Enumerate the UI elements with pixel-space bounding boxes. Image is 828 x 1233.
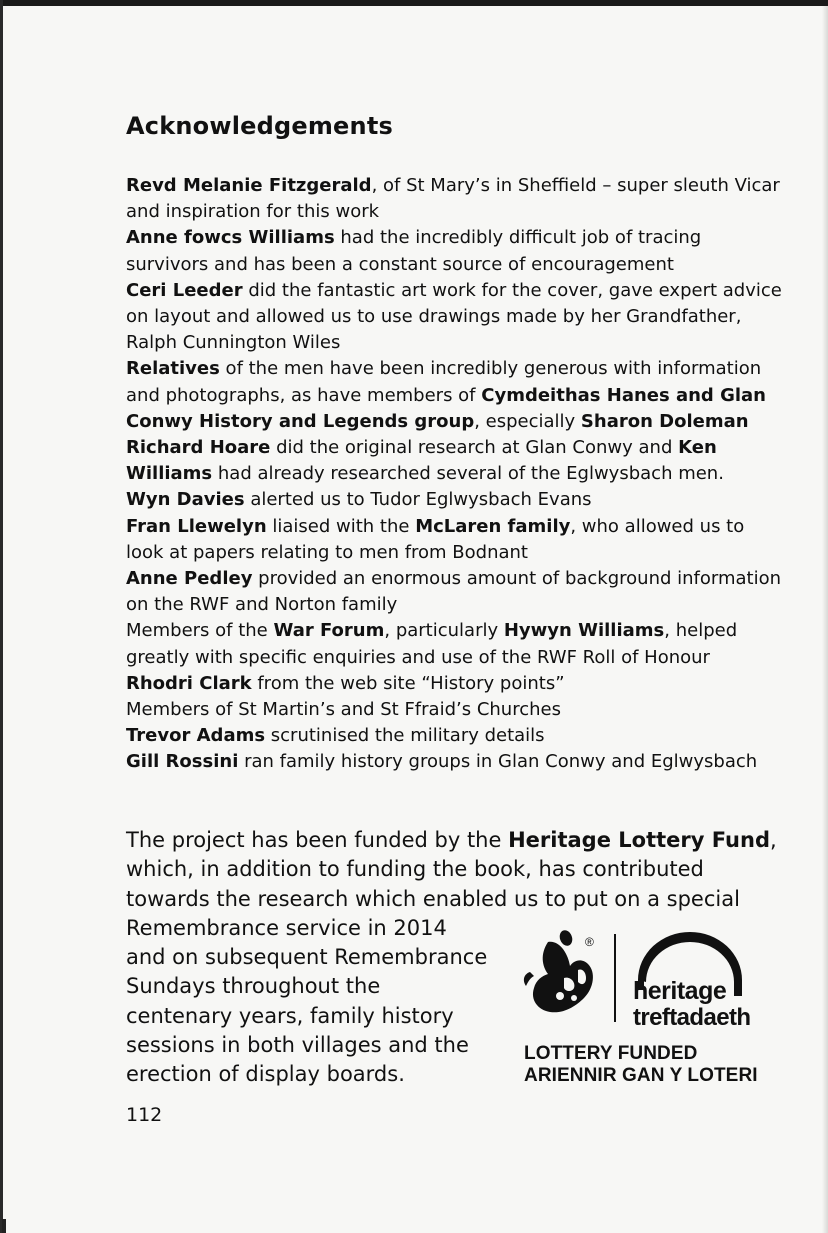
- acknowledgements-list: [126, 173, 786, 776]
- ack-entry: Members of the War Forum, particularly Hywyn Williams, helped greatly with specific enquiries and use of the RWF Roll of Honour: [126, 620, 738, 668]
- page-top-edge: [0, 0, 828, 6]
- funding-line: Sundays throughout the: [126, 974, 381, 999]
- page-number: 112: [126, 1104, 163, 1126]
- registered-mark: ®: [585, 935, 594, 949]
- logo-ariennir: ARIENNIR GAN Y LOTERI: [524, 1065, 758, 1086]
- ack-entry: Ceri Leeder did the fantastic art work for the cover, gave expert advice on layout and allowed us to use drawings made by her Grandfather, Ralph Cunnington Wiles: [126, 279, 782, 354]
- ack-entry: Rhodri Clark from the web site “History points”: [126, 672, 565, 694]
- ack-entry: Relatives of the men have been incredibly generous with information and photographs, as have members of Cymdeithas Hanes and Glan Conwy History and Legends group, especially Sharon Doleman: [126, 358, 766, 432]
- funding-paragraph: The project has been funded by the Heritage Lottery Fund, which, in addition to funding the book, has contributed towards the research which enabled us to put on a special Remembrance service in 2014 and on subsequent Remembrance Sundays throughout the centenary years, family history sessions in both villages and the erection of display boards.: [126, 826, 791, 1090]
- logo-heritage-text: heritage: [633, 977, 727, 1005]
- funding-line: and on subsequent Remembrance: [126, 945, 488, 970]
- funding-line: centenary years, family history: [126, 1003, 454, 1028]
- ack-entry: Fran Llewelyn liaised with the McLaren family, who allowed us to look at papers relating to men from Bodnant: [126, 515, 745, 563]
- ack-entry: Members of St Martin’s and St Ffraid’s Churches: [126, 699, 561, 721]
- page-right-shadow: [822, 6, 828, 1233]
- logo-lottery-funded: LOTTERY FUNDED: [524, 1043, 698, 1064]
- ack-entry: Richard Hoare did the original research at Glan Conwy and Ken Williams had already researched several of the Eglwysbach men.: [126, 437, 724, 485]
- ack-entry: Anne Pedley provided an enormous amount of background information on the RWF and Norton family: [126, 568, 782, 616]
- ack-entry: Trevor Adams scrutinised the military details: [126, 725, 545, 747]
- funding-line: Remembrance service in 2014: [126, 915, 447, 940]
- funding-line: erection of display boards.: [126, 1062, 405, 1087]
- page-bottom-mark: [2, 1219, 6, 1233]
- page-title: Acknowledgements: [126, 112, 393, 140]
- ack-entry: Anne fowcs Williams had the incredibly difficult job of tracing survivors and has been a constant source of encouragement: [126, 227, 702, 275]
- ack-entry: Gill Rossini ran family history groups in Glan Conwy and Eglwysbach: [126, 751, 758, 773]
- funding-line: sessions in both villages and the: [126, 1033, 469, 1058]
- ack-entry: Revd Melanie Fitzgerald, of St Mary’s in Sheffield – super sleuth Vicar and inspiration for this work: [126, 175, 780, 223]
- page-left-edge: [0, 0, 3, 1233]
- logo-treftadaeth-text: treftadaeth: [633, 1004, 751, 1031]
- logo-divider: [614, 934, 616, 1022]
- ack-entry: Wyn Davies alerted us to Tudor Eglwysbach Evans: [126, 489, 592, 511]
